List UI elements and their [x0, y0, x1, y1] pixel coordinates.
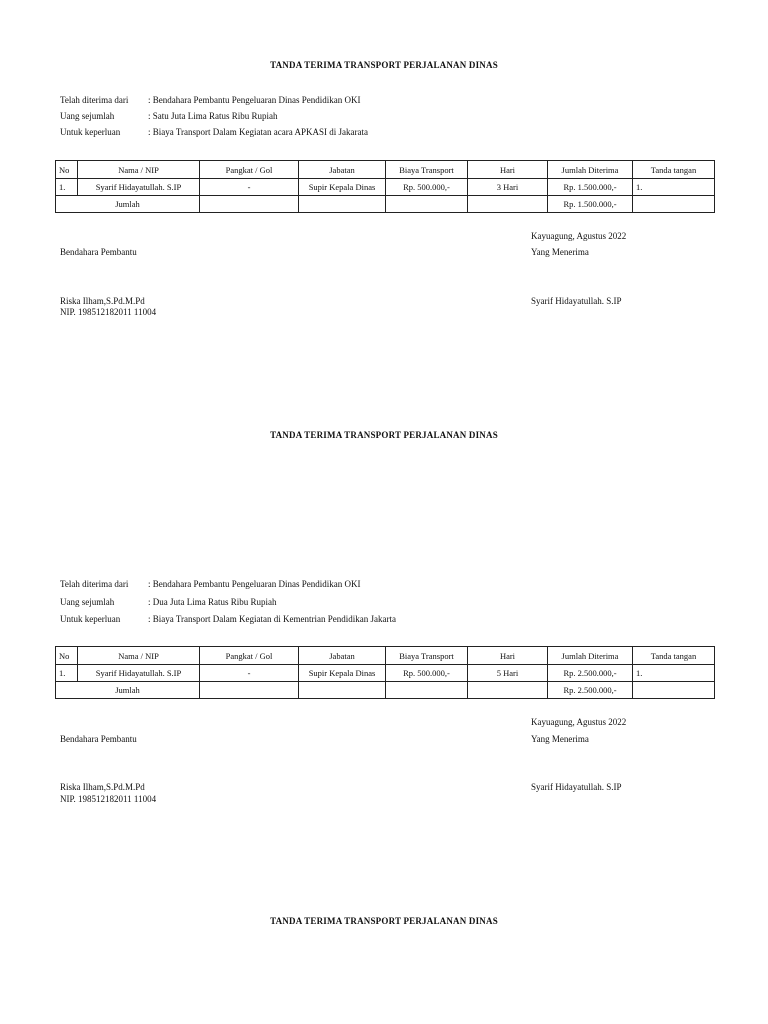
- form-1-place-date: Kayuagung, Agustus 2022: [531, 231, 627, 241]
- cell-no: 1.: [56, 665, 78, 682]
- form-2-place-date: Kayuagung, Agustus 2022: [531, 717, 627, 727]
- header-days: Hari: [468, 161, 548, 179]
- form-2-treasurer-name: Riska Ilham,S.Pd.M.Pd: [60, 782, 145, 792]
- header-signature: Tanda tangan: [633, 161, 715, 179]
- header-transport-cost: Biaya Transport: [386, 161, 468, 179]
- header-no: No: [56, 161, 78, 179]
- amount-label: Uang sejumlah: [60, 597, 115, 607]
- purpose-label: Untuk keperluan: [60, 127, 121, 137]
- form-2-receiver-name: Syarif Hidayatullah. S.IP: [531, 782, 622, 792]
- header-amount-received: Jumlah Diterima: [548, 647, 633, 665]
- cell-transport-cost: Rp. 500.000,-: [386, 179, 468, 196]
- total-label: Jumlah: [56, 682, 200, 699]
- cell-position: Supir Kepala Dinas: [299, 665, 386, 682]
- form-2-title: TANDA TERIMA TRANSPORT PERJALANAN DINAS: [270, 430, 498, 440]
- amount-value: : Dua Juta Lima Ratus Ribu Rupiah: [148, 597, 277, 607]
- cell-days: 3 Hari: [468, 179, 548, 196]
- header-signature: Tanda tangan: [633, 647, 715, 665]
- table-total-row: [56, 196, 715, 213]
- cell-rank: -: [200, 665, 299, 682]
- received-from-value: : Bendahara Pembantu Pengeluaran Dinas Pendidikan OKI: [148, 579, 361, 589]
- received-from-label: Telah diterima dari: [60, 95, 129, 105]
- amount-label: Uang sejumlah: [60, 111, 115, 121]
- table-header-row: [56, 161, 715, 179]
- form-2-received-from: [60, 579, 360, 589]
- table-total-row: [56, 682, 715, 699]
- cell-rank: -: [200, 179, 299, 196]
- table-row: [56, 665, 715, 682]
- cell-no: 1.: [56, 179, 78, 196]
- received-from-value: : Bendahara Pembantu Pengeluaran Dinas Pendidikan OKI: [148, 95, 361, 105]
- form-2-receiver-label: Yang Menerima: [531, 734, 589, 744]
- header-days: Hari: [468, 647, 548, 665]
- amount-value: : Satu Juta Lima Ratus Ribu Rupiah: [148, 111, 278, 121]
- header-rank: Pangkat / Gol: [200, 161, 299, 179]
- header-no: No: [56, 647, 78, 665]
- cell-position: Supir Kepala Dinas: [299, 179, 386, 196]
- form-1-title: TANDA TERIMA TRANSPORT PERJALANAN DINAS: [270, 60, 498, 70]
- header-position: Jabatan: [299, 161, 386, 179]
- form-2-treasurer-label: Bendahara Pembantu: [60, 734, 137, 744]
- header-name: Nama / NIP: [78, 647, 200, 665]
- received-from-label: Telah diterima dari: [60, 579, 129, 589]
- table-row: [56, 179, 715, 196]
- header-rank: Pangkat / Gol: [200, 647, 299, 665]
- total-value: Rp. 2.500.000,-: [548, 682, 633, 699]
- form-1-receiver-label: Yang Menerima: [531, 247, 589, 257]
- form-1-purpose: [60, 127, 368, 137]
- form-1-receiver-name: Syarif Hidayatullah. S.IP: [531, 296, 622, 306]
- cell-signature: 1.: [633, 179, 715, 196]
- cell-amount-received: Rp. 2.500.000,-: [548, 665, 633, 682]
- header-position: Jabatan: [299, 647, 386, 665]
- form-1-treasurer-name: Riska Ilham,S.Pd.M.Pd: [60, 296, 145, 306]
- header-transport-cost: Biaya Transport: [386, 647, 468, 665]
- form-1-treasurer-label: Bendahara Pembantu: [60, 247, 137, 257]
- form-2-amount: [60, 597, 277, 607]
- form-1-received-from: [60, 95, 360, 105]
- header-amount-received: Jumlah Diterima: [548, 161, 633, 179]
- form-1-amount: [60, 111, 278, 121]
- cell-days: 5 Hari: [468, 665, 548, 682]
- form-1-treasurer-nip: NIP. 198512182011 11004: [60, 307, 157, 317]
- form-1-receipt-table: [55, 160, 715, 213]
- total-value: Rp. 1.500.000,-: [548, 196, 633, 213]
- cell-transport-cost: Rp. 500.000,-: [386, 665, 468, 682]
- form-3-title: TANDA TERIMA TRANSPORT PERJALANAN DINAS: [270, 916, 498, 926]
- table-header-row: [56, 647, 715, 665]
- purpose-value: : Biaya Transport Dalam Kegiatan di Kementrian Pendidikan Jakarta: [148, 614, 396, 624]
- cell-amount-received: Rp. 1.500.000,-: [548, 179, 633, 196]
- cell-signature: 1.: [633, 665, 715, 682]
- cell-name: Syarif Hidayatullah. S.IP: [78, 665, 200, 682]
- purpose-value: : Biaya Transport Dalam Kegiatan acara APKASI di Jakarata: [148, 127, 368, 137]
- form-2-treasurer-nip: NIP. 198512182011 11004: [60, 794, 157, 804]
- total-label: Jumlah: [56, 196, 200, 213]
- cell-name: Syarif Hidayatullah. S.IP: [78, 179, 200, 196]
- header-name: Nama / NIP: [78, 161, 200, 179]
- form-2-purpose: [60, 614, 396, 624]
- purpose-label: Untuk keperluan: [60, 614, 121, 624]
- form-2-receipt-table: [55, 646, 715, 699]
